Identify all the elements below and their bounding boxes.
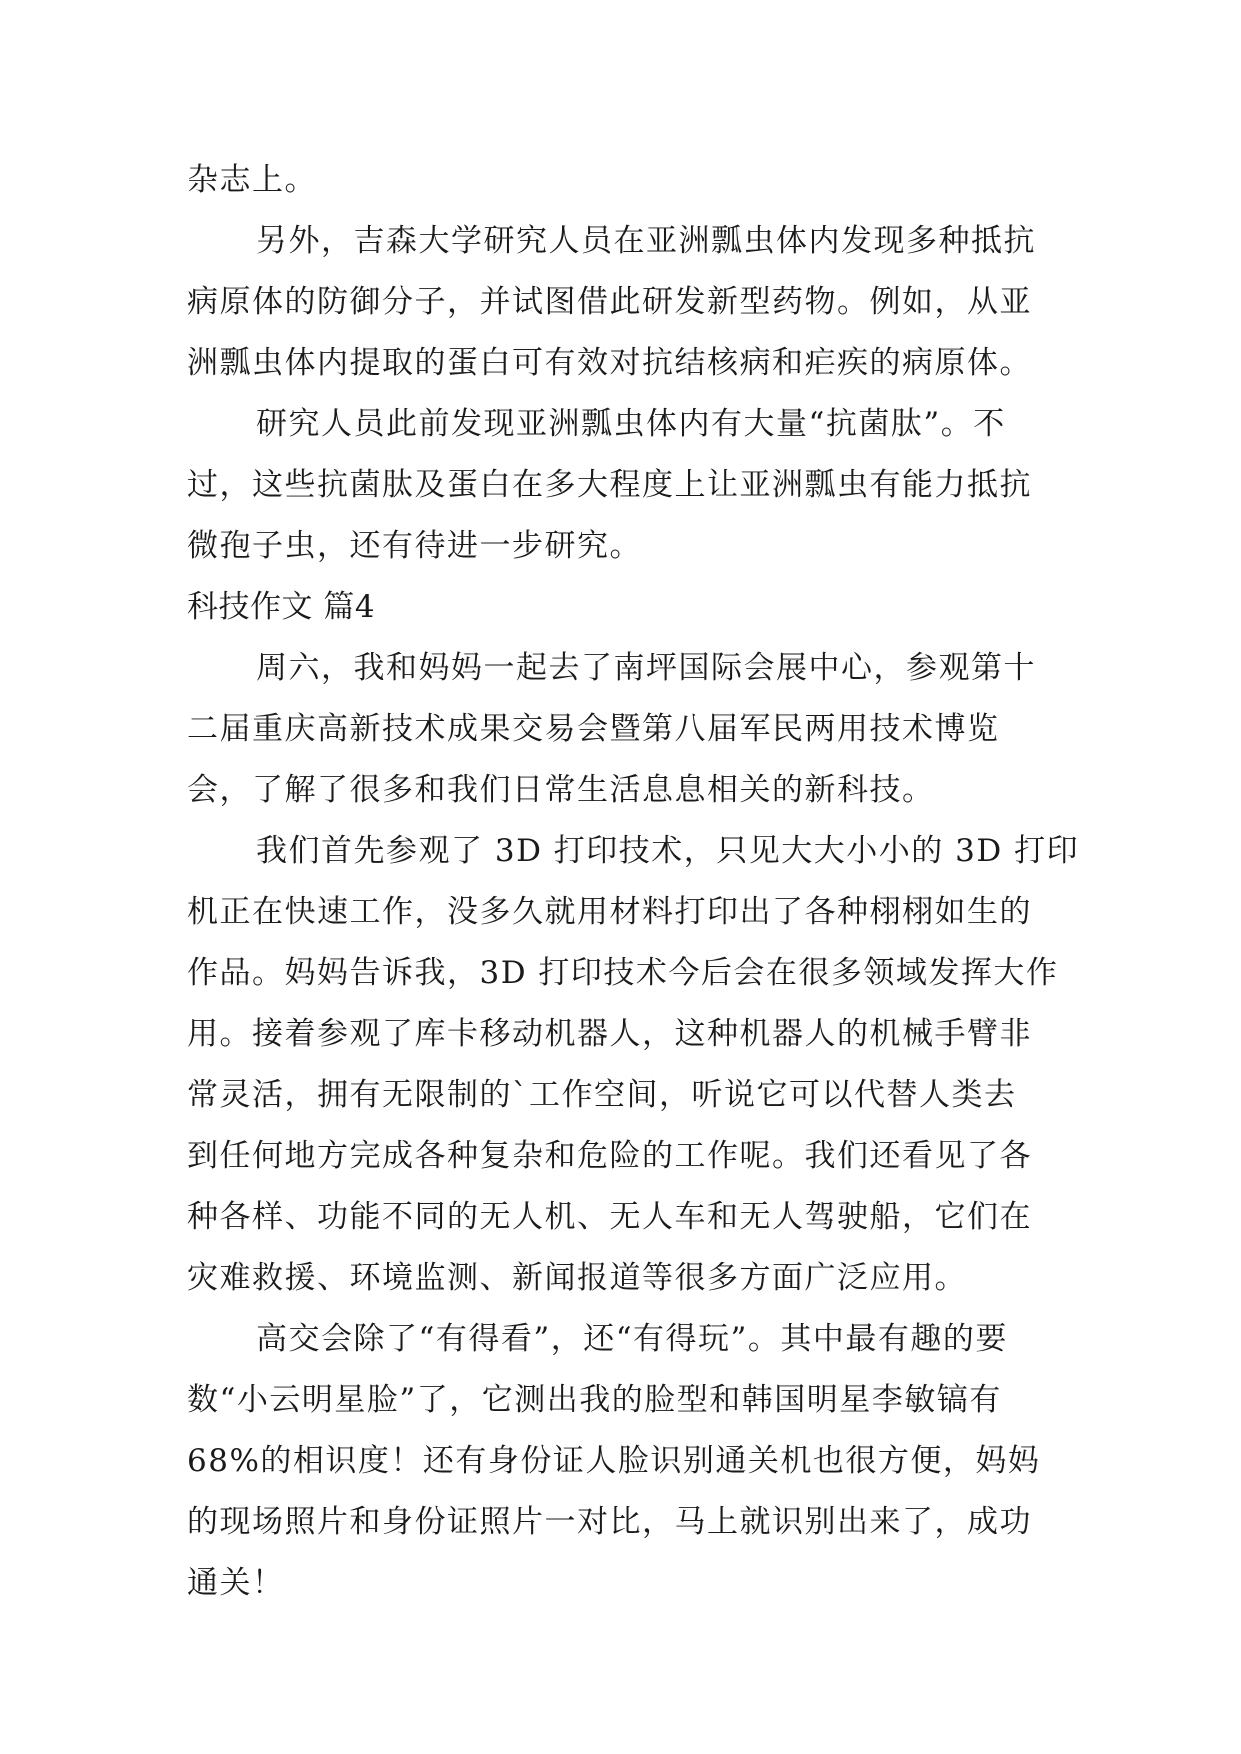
text-line: 数“小云明星脸”了，它测出我的脸型和韩国明星李敏镐有 xyxy=(187,1382,1002,1418)
text-line: 病原体的防御分子，并试图借此研发新型药物。例如，从亚 xyxy=(187,284,1032,320)
text-line: 68%的相识度！还有身份证人脸识别通关机也很方便，妈妈 xyxy=(187,1443,1041,1479)
text-line: 灾难救援、环境监测、新闻报道等很多方面广泛应用。 xyxy=(187,1260,967,1296)
text-line: 微孢子虫，还有待进一步研究。 xyxy=(187,528,642,564)
text-line: 的现场照片和身份证照片一对比，马上就识别出来了，成功 xyxy=(187,1504,1032,1540)
text-line: 到任何地方完成各种复杂和危险的工作呢。我们还看见了各 xyxy=(187,1138,1032,1174)
text-line: 高交会除了“有得看”，还“有得玩”。其中最有趣的要 xyxy=(256,1321,1008,1357)
text-line: 种各样、功能不同的无人机、无人车和无人驾驶船，它们在 xyxy=(187,1199,1032,1235)
text-line: 研究人员此前发现亚洲瓢虫体内有大量“抗菌肽”。不 xyxy=(256,406,1006,442)
text-line: 会，了解了很多和我们日常生活息息相关的新科技。 xyxy=(187,772,935,808)
text-line: 机正在快速工作，没多久就用材料打印出了各种栩栩如生的 xyxy=(187,894,1032,930)
document-body xyxy=(187,150,1080,1614)
text-line: 通关！ xyxy=(187,1565,285,1601)
text-line: 周六，我和妈妈一起去了南坪国际会展中心，参观第十 xyxy=(256,650,1036,686)
text-line: 常灵活，拥有无限制的`工作空间，听说它可以代替人类去 xyxy=(187,1077,1017,1113)
text-line: 用。接着参观了库卡移动机器人，这种机器人的机械手臂非 xyxy=(187,1016,1032,1052)
text-line: 洲瓢虫体内提取的蛋白可有效对抗结核病和疟疾的病原体。 xyxy=(187,345,1032,381)
text-line: 作品。妈妈告诉我，3D 打印技术今后会在很多领域发挥大作 xyxy=(187,955,1059,991)
text-line: 过，这些抗菌肽及蛋白在多大程度上让亚洲瓢虫有能力抵抗 xyxy=(187,467,1032,503)
text-line: 我们首先参观了 3D 打印技术，只见大大小小的 3D 打印 xyxy=(256,833,1080,869)
section-heading: 科技作文 篇4 xyxy=(187,589,376,625)
text-line: 杂志上。 xyxy=(187,162,317,198)
text-line: 二届重庆高新技术成果交易会暨第八届军民两用技术博览 xyxy=(187,711,1000,747)
text-line: 另外，吉森大学研究人员在亚洲瓢虫体内发现多种抵抗 xyxy=(256,223,1036,259)
